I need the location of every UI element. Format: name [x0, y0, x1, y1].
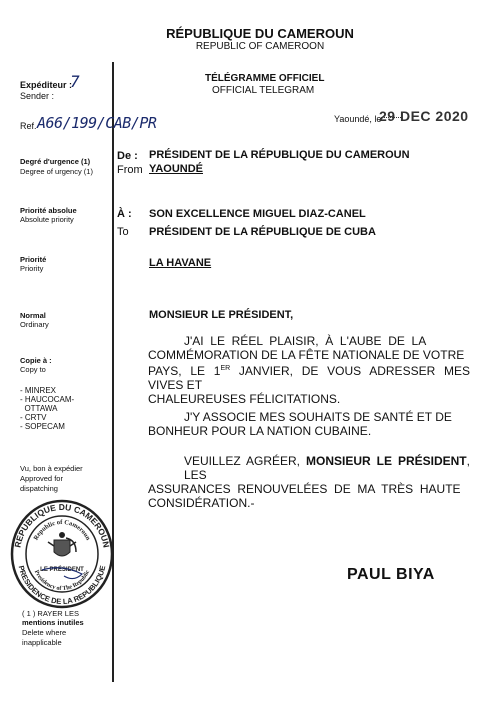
paragraph-3-line-3: CONSIDÉRATION.- — [148, 496, 255, 510]
salutation: MONSIEUR LE PRÉSIDENT, — [149, 309, 294, 321]
paragraph-1-line-1: J'AI LE RÉEL PLAISIR, À L'AUBE DE LA — [184, 334, 427, 348]
p3-line-1b: MONSIEUR LE PRÉSIDENT — [306, 454, 467, 468]
sender-label-en: Sender : — [20, 91, 55, 101]
p3-line-1a: VEUILLEZ AGRÉER, — [184, 454, 306, 468]
approved-en-1: Approved for — [20, 474, 63, 483]
priority-fr: Priorité — [20, 255, 47, 264]
from-label-en: From — [117, 164, 143, 176]
to-label-fr: À : — [117, 208, 132, 220]
p1-superscript: ER — [220, 365, 231, 372]
coat-of-arms-icon — [48, 532, 76, 556]
paragraph-1 — [148, 334, 470, 406]
seal-outer-top: REPUBLIQUE DU CAMEROUN — [12, 501, 112, 549]
paragraph-1-line-2: COMMÉMORATION DE LA FÊTE NATIONALE DE VOTRE — [148, 348, 465, 362]
ref-label: Ref. — [20, 121, 37, 131]
sender-label-fr: Expéditeur : — [20, 80, 73, 90]
presidential-seal — [10, 498, 114, 610]
from-line-1: PRÉSIDENT DE LA RÉPUBLIQUE DU CAMEROUN — [149, 149, 410, 161]
approved-fr: Vu, bon à expédier — [20, 464, 83, 473]
republic-title-fr: RÉPUBLIQUE DU CAMEROUN — [166, 26, 354, 41]
sender-value: 7 — [70, 72, 80, 91]
seal-inner-bottom: Presidency of The Republic — [32, 569, 92, 593]
seal-outer-bottom: PRESIDENCE DE LA REPUBLIQUE — [16, 564, 108, 607]
priority-en: Priority — [20, 264, 44, 273]
to-line-1: SON EXCELLENCE MIGUEL DIAZ-CANEL — [149, 208, 366, 220]
seal-inner-top: Republic of Cameroun — [32, 518, 92, 542]
urgency-label-en: Degree of urgency (1) — [20, 167, 93, 176]
republic-title-en: REPUBLIC OF CAMEROON — [195, 41, 325, 52]
paragraph-2-line-2: BONHEUR POUR LA NATION CUBAINE. — [148, 424, 372, 438]
copy-item: - CRTV — [20, 413, 47, 422]
footnote-1: ( 1 ) RAYER LES — [22, 609, 79, 618]
paragraph-3-line-1 — [148, 454, 470, 482]
date-prefix: Yaoundé, le — [334, 114, 382, 124]
urgency-label-fr: Degré d'urgence (1) — [20, 157, 91, 166]
to-line-3: LA HAVANE — [149, 257, 212, 269]
from-label-fr: De : — [117, 150, 138, 162]
paragraph-1-line-4: CHALEUREUSES FÉLICITATIONS. — [148, 392, 341, 406]
footnote-2: mentions inutiles — [22, 618, 84, 627]
footnote-3: Delete where — [22, 628, 67, 637]
date-stamp: 29 DEC 2020 — [379, 108, 469, 124]
copy-item: - SOPECAM — [20, 422, 65, 431]
copy-item: - HAUCOCAM- — [20, 395, 75, 404]
telegram-title-en: OFFICIAL TELEGRAM — [212, 85, 315, 96]
approved-en-2: dispatching — [20, 484, 58, 493]
copy-item: - MINREX — [20, 386, 56, 395]
to-line-2: PRÉSIDENT DE LA RÉPUBLIQUE DE CUBA — [149, 226, 376, 238]
copy-label-en: Copy to — [20, 365, 46, 374]
to-label-en: To — [117, 226, 129, 238]
paragraph-2 — [148, 410, 470, 438]
seal-center-text: LE PRÉSIDENT — [40, 567, 84, 573]
footnote-4: inapplicable — [22, 638, 62, 647]
p1-line-3b: JANVIER, DE VOUS ADRESSER MES VIVES ET — [148, 364, 470, 392]
from-line-2: YAOUNDÉ — [149, 163, 203, 175]
p1-line-3a: PAYS, LE 1 — [148, 364, 221, 378]
paragraph-3-line-2: ASSURANCES RENOUVELÉES DE MA TRÈS HAUTE — [148, 482, 461, 496]
telegram-title-fr: TÉLÉGRAMME OFFICIEL — [205, 73, 325, 84]
copy-label-fr: Copie à : — [20, 356, 52, 365]
ref-value: A66/199/CAB/PR — [37, 114, 157, 132]
absolute-priority-fr: Priorité absolue — [20, 206, 77, 215]
absolute-priority-en: Absolute priority — [20, 215, 74, 224]
paragraph-2-line-1: J'Y ASSOCIE MES SOUHAITS DE SANTÉ ET DE — [184, 410, 452, 424]
p3-line-1c: , LES — [184, 454, 470, 482]
paragraph-1-line-3 — [148, 362, 470, 392]
copy-item: OTTAWA — [20, 404, 58, 413]
copy-list — [20, 386, 74, 431]
paragraph-3 — [148, 454, 470, 510]
normal-en: Ordinary — [20, 320, 49, 329]
signature-name: PAUL BIYA — [347, 566, 435, 583]
normal-fr: Normal — [20, 311, 46, 320]
